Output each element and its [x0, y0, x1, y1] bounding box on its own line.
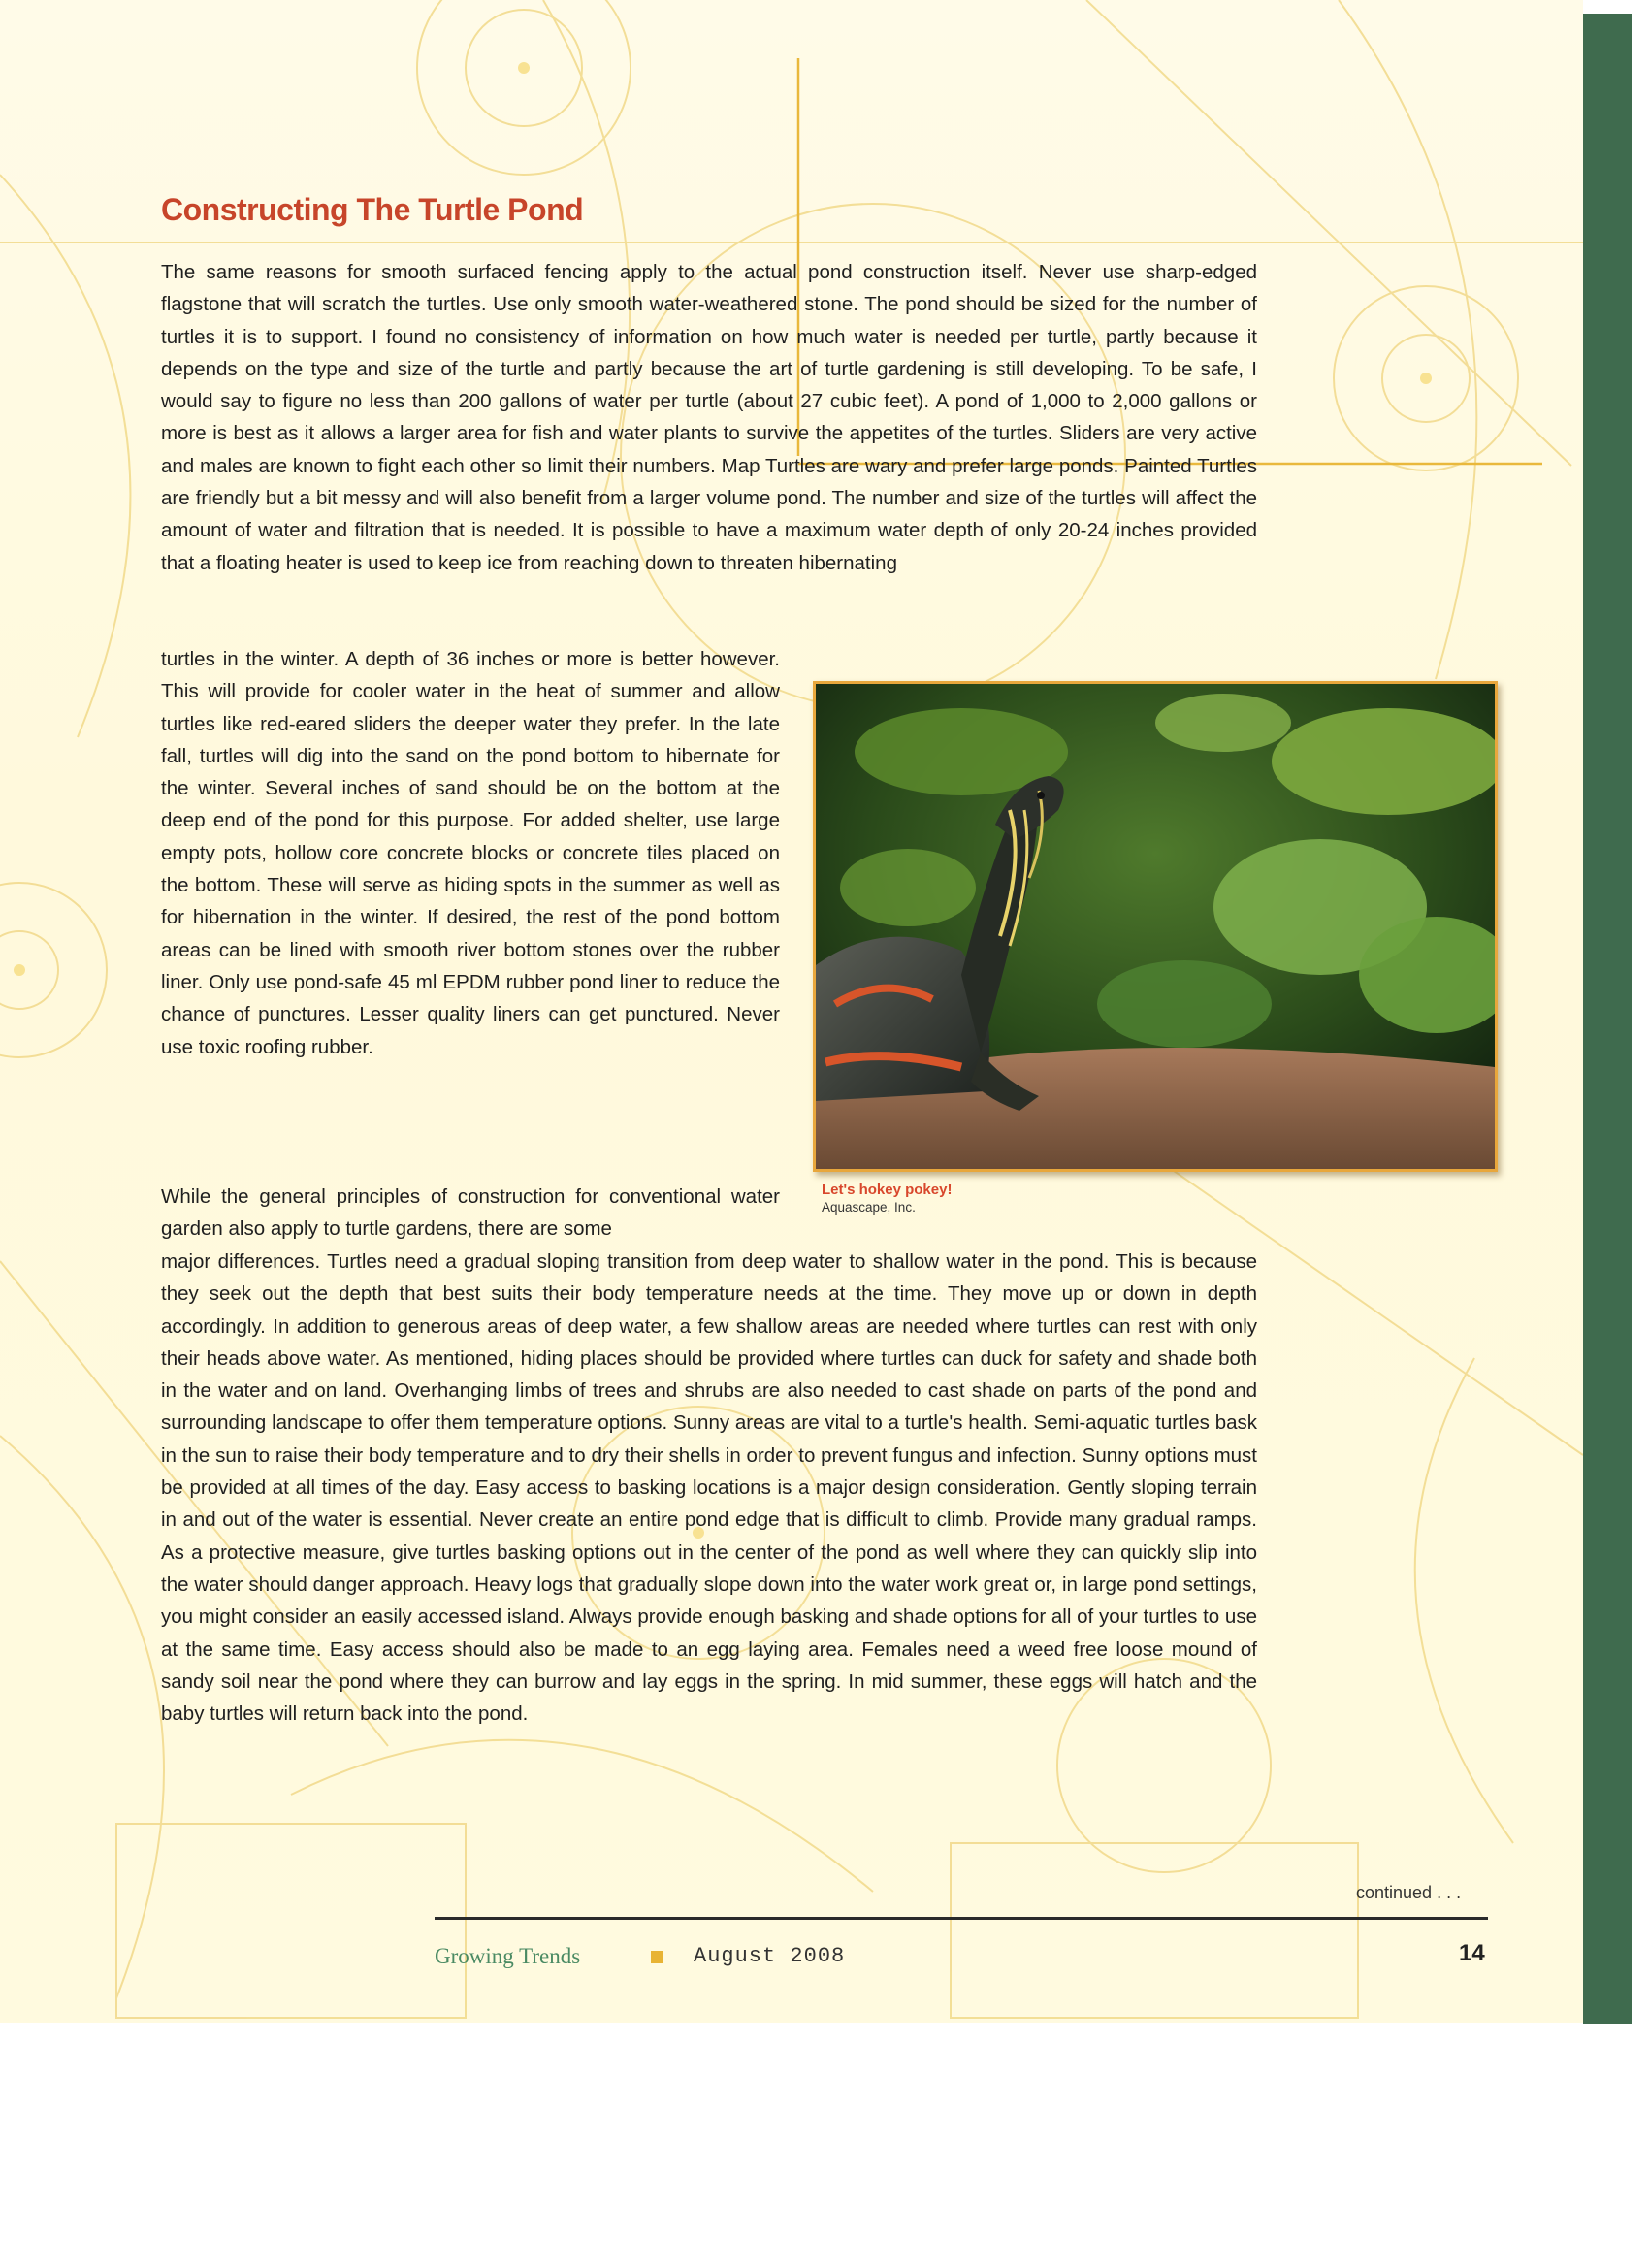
turtle-photo-image [816, 684, 1495, 1169]
turtle-photo [813, 681, 1498, 1172]
article-title: Constructing The Turtle Pond [161, 192, 584, 227]
article-paragraph-2-start: While the general principles of construction for conventional water garden also apply to turtle gardens, there are some [161, 1185, 780, 1241]
photo-caption-title: Let's hokey pokey! [822, 1182, 953, 1198]
article-paragraph-1: The same reasons for smooth surfaced fencing apply to the actual pond construction itself. Never use sharp-edged flagstone that will scratch the turtles. Use only smooth water-weathered stone. The pond should be sized for the number of turtles it is to support. I found no consistency of information on how much water is needed per turtle, partly because it depends on the type and size of the turtle and partly because the art of turtle gardening is still developing. To be safe, I would say to figure no less than 200 gallons of water per turtle (about 27 cubic feet). A pond of 1,000 to 2,000 gallons or more is best as it allows a larger area for fish and water plants to survive the appetites of the turtles. Sliders are very active and males are known to fight each other so limit their numbers. Map Turtles are wary and prefer large ponds. Painted Turtles are friendly but a bit messy and will also benefit from a larger volume pond. The number and size of the turtles will affect the amount of water and filtration that is needed. It is possible to have a maximum water depth of only 20-24 inches provided that a floating heater is used to keep ice from reaching down to threaten hibernating [161, 261, 1257, 574]
side-color-band [1583, 14, 1632, 2024]
page-number: 14 [1459, 1940, 1485, 1966]
footer-bullet-square [651, 1951, 663, 1963]
footer-divider [435, 1917, 1488, 1920]
footer-issue-date: August 2008 [694, 1944, 846, 1968]
footer-magazine-name: Growing Trends [435, 1944, 581, 1968]
article-paragraph-1-continued: turtles in the winter. A depth of 36 inches or more is better however. This will provide for cooler water in the heat of summer and allow turtles like red-eared sliders the deeper water they prefer. In the late fall, turtles will dig into the sand on the pond bottom to hibernate for the winter. Several inches of sand should be on the bottom at the deep end of the pond for this purpose. For added shelter, use large empty pots, hollow core concrete blocks or concrete tiles placed on the bottom. These will serve as hiding spots in the summer as well as for hibernation in the winter. If desired, the rest of the pond bottom areas can be lined with smooth river bottom stones over the rubber liner. Only use pond-safe 45 ml EPDM rubber pond liner to reduce the chance of punctures. Lesser quality liners can get punctured. Never use toxic roofing rubber. [161, 648, 780, 1058]
article-paragraph-2-rest: major differences. Turtles need a gradual sloping transition from deep water to shallow water in the pond. This is because they seek out the depth that best suits their body temperature needs at the time. They move up or down in depth accordingly. In addition to generous areas of deep water, a few shallow areas are needed where turtles can rest with only their heads above water. As mentioned, hiding places should be provided where turtles can duck for safety and shade both in the water and on land. Overhanging limbs of trees and shrubs are also needed to cast shade on parts of the pond and surrounding landscape to offer them temperature options. Sunny areas are vital to a turtle's health. Semi-aquatic turtles bask in the sun to raise their body temperature and to dry their shells in order to prevent fungus and infection. Sunny options must be provided at all times of the day. Easy access to basking locations is a major design consideration. Gently sloping terrain in and out of the water is essential. Never create an entire pond edge that is difficult to climb. Provide many gradual ramps. As a protective measure, give turtles basking options out in the center of the pond as well where they can quickly slip into the water should danger approach. Heavy logs that gradually slope down into the water work great or, in large pond settings, you might consider an easily accessed island. Always provide enough basking and shade options for all of your turtles to use at the same time. Easy access should also be made to an egg laying area. Females need a weed free loose mound of sandy soil near the pond where they can burrow and lay eggs in the spring. In mid summer, these eggs will hatch and the baby turtles will return back into the pond. [161, 1250, 1257, 1726]
photo-caption-credit: Aquascape, Inc. [822, 1200, 916, 1215]
continued-label: continued . . . [1356, 1883, 1462, 1902]
